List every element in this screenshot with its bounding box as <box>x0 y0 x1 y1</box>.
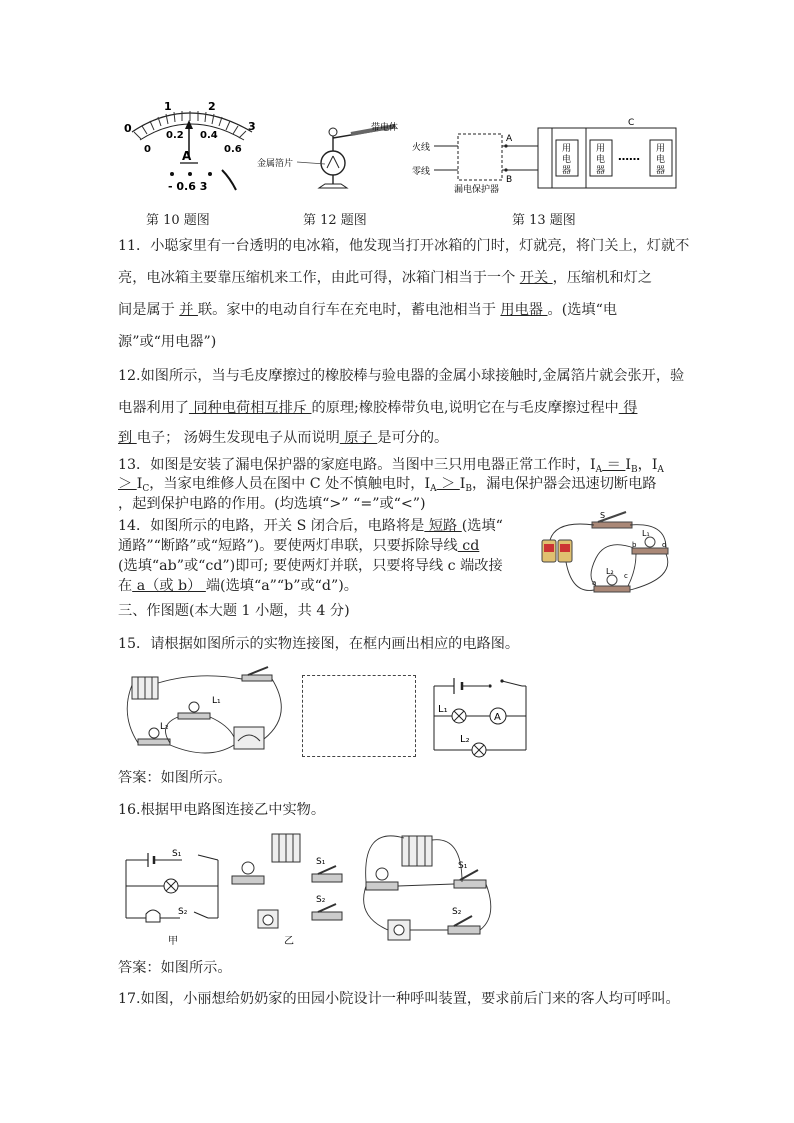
q16-circuit-diagram-jia <box>122 848 222 948</box>
q14-physical-circuit <box>536 508 684 598</box>
q13-answer-greater-1: ＞ <box>118 476 137 492</box>
q15-ammeter-symbol <box>490 708 506 724</box>
fig13-neutral-label: 零线 <box>412 167 431 177</box>
svg-text:L₁: L₁ <box>642 529 650 538</box>
q16-yi-bell-icon <box>258 910 278 928</box>
svg-text:S: S <box>600 511 606 520</box>
q11-line1: 11．小聪家里有一台透明的电冰箱，他发现当打开冰箱的门时，灯就亮，将门关上，灯就不 <box>118 238 690 254</box>
svg-text:器: 器 <box>596 166 606 176</box>
q17-text: 17.如图，小丽想给奶奶家的田园小院设计一种呼叫装置，要求前后门来的客人均可呼叫。 <box>118 991 680 1007</box>
fig10-scale-top-3: 3 <box>248 120 256 133</box>
fig10-scale-top-0: 0 <box>124 122 132 135</box>
svg-text:S₁: S₁ <box>316 857 326 867</box>
q11-line4: 源”或“用电器”) <box>118 334 217 350</box>
q11-answer-appliance: 用电器 <box>500 302 548 318</box>
q12-answer-gain-b: 到 <box>118 430 137 446</box>
q16-answer-switch2-icon <box>448 916 480 934</box>
q15-lamp-symbol-l2 <box>472 743 486 757</box>
q12-answer-atom: 原子 <box>339 430 378 446</box>
q16-answer-bell-icon <box>388 920 410 940</box>
q16-jia-lamp-symbol <box>164 879 178 893</box>
svg-text:用: 用 <box>596 144 606 154</box>
fig13-point-b: B <box>506 175 513 185</box>
svg-text:电: 电 <box>562 155 572 165</box>
svg-text:A: A <box>494 712 501 723</box>
q13-line2: ＞ $I_C$，当家电维修人员在图中 C 处不慎触电时，$I_A > I_B$，漏电保护器会迅速切断电路 <box>118 476 657 494</box>
q16-answer: 答案：如图所示。 <box>118 960 232 976</box>
q14-line1: 14．如图所示的电路，开关 S 闭合后，电路将是 短路 (选填“ <box>118 518 503 534</box>
q16-label-yi: 乙 <box>284 936 294 947</box>
q15-lamp-symbol-l1 <box>452 709 466 723</box>
fig13-caption: 第 13 题图 <box>512 213 576 228</box>
svg-text:S₂: S₂ <box>452 907 462 917</box>
q15-text: 15．请根据如图所示的实物连接图，在框内画出相应的电路图。 <box>118 636 520 652</box>
fig12-electroscope <box>255 118 415 196</box>
svg-text:S₂: S₂ <box>316 895 326 905</box>
fig13-appliance-3 <box>650 140 672 176</box>
fig10-scale-top-2: 2 <box>208 100 216 113</box>
fig10-terminal-labels: - 0.6 3 <box>168 180 208 193</box>
svg-text:L₂: L₂ <box>160 722 169 732</box>
fig13-dots: …… <box>618 150 640 163</box>
svg-text:器: 器 <box>562 166 572 176</box>
q14-line2: 通路”“断路”或“短路”)。要使两灯串联，只要拆除导线 cd <box>118 538 480 554</box>
q16-answer-lamp-icon <box>366 868 398 890</box>
q14-battery-icon <box>542 540 572 562</box>
q14-line4: 在 a（或 b） 端(选填“a”“b”或“d”)。 <box>118 578 358 594</box>
svg-text:S₁: S₁ <box>458 861 468 871</box>
fig13-household-circuit <box>410 116 680 198</box>
svg-text:L₁: L₁ <box>212 696 221 706</box>
q15-answer: 答案：如图所示。 <box>118 770 232 786</box>
svg-text:L₂: L₂ <box>460 734 470 745</box>
svg-text:d: d <box>662 541 667 549</box>
fig13-live-label: 火线 <box>412 143 431 153</box>
q16-answer-switch1-icon <box>454 870 486 888</box>
svg-text:用: 用 <box>656 144 666 154</box>
svg-text:c: c <box>624 572 628 580</box>
q15-answer-box <box>302 675 416 757</box>
q16-yi-lamp-icon <box>232 862 264 884</box>
q12-line2: 电器利用了 同种电荷相互排斥 的原理;橡胶棒带负电,说明它在与毛皮摩擦过程中 得 <box>118 400 638 416</box>
q16-answer-battery-icon <box>402 836 432 866</box>
q12-line1: 12.如图所示，当与毛皮摩擦过的橡胶棒与验电器的金属小球接触时,金属箔片就会张开，验 <box>118 368 685 384</box>
fig10-scale-top-1: 1 <box>164 100 172 113</box>
fig10-unit-label: A <box>182 149 192 163</box>
fig13-protector-label: 漏电保护器 <box>454 185 500 195</box>
q16-yi-battery-icon <box>272 834 300 862</box>
q15-ammeter-icon <box>234 727 264 749</box>
q14-line3: (选填“ab”或“cd”)即可; 要使两灯并联，只要将导线 c 端改接 <box>118 558 503 574</box>
q12-line3: 到 电子； 汤姆生发现电子从而说明 原子 是可分的。 <box>118 430 449 446</box>
q16-physical-parts-yi <box>228 828 348 948</box>
q14-answer-a-or-b: a（或 b） <box>132 578 206 594</box>
q16-answer-connected-circuit <box>352 826 498 950</box>
fig13-appliance-2 <box>590 140 612 176</box>
q12-answer-gain-a: 得 <box>618 400 638 416</box>
svg-text:L₁: L₁ <box>438 704 448 715</box>
q13-answer-greater-2: ＞ <box>436 476 460 492</box>
q13-answer-equal: ＝ <box>602 457 626 473</box>
q11-line2: 亮，电冰箱主要靠压缩机来工作，由此可得，冰箱门相当于一个 开关 ，压缩机和灯之 <box>118 270 652 286</box>
svg-text:电: 电 <box>656 155 666 165</box>
fig10-scale-bottom-3: 0.6 <box>224 144 242 155</box>
q13-line1: 13．如图是安装了漏电保护器的家庭电路。当图中三只用电器正常工作时，$I_A = I_B$，$I_A$ <box>118 457 664 475</box>
svg-text:S₂: S₂ <box>178 907 188 917</box>
svg-text:用: 用 <box>562 144 572 154</box>
svg-text:a: a <box>592 579 597 587</box>
svg-text:器: 器 <box>656 166 666 176</box>
q11-line3: 间是属于 并 联。家中的电动自行车在充电时，蓄电池相当于 用电器 。(选填“电 <box>118 302 618 318</box>
svg-text:S₁: S₁ <box>172 849 182 859</box>
q15-switch-icon <box>242 667 272 681</box>
svg-text:b: b <box>632 541 637 549</box>
q14-answer-cd: cd <box>457 538 480 554</box>
fig13-point-a: A <box>506 134 513 144</box>
fig10-scale-bottom-0: 0 <box>144 144 151 155</box>
q16-text: 16.根据甲电路图连接乙中实物。 <box>118 802 326 818</box>
q16-jia-bell-symbol <box>146 910 160 922</box>
q11-answer-parallel: 并 <box>179 302 198 318</box>
fig12-foil-label: 金属箔片 <box>257 159 294 169</box>
q12-answer-principle: 同种电荷相互排斥 <box>188 400 312 416</box>
fig10-scale-bottom-2: 0.4 <box>200 130 218 141</box>
fig12-rod-label: 带电体 <box>371 123 399 133</box>
fig10-ammeter-dial <box>118 98 268 198</box>
q16-yi-switch1-icon <box>312 866 342 882</box>
q14-answer-short: 短路 <box>424 518 462 534</box>
q11-answer-switch: 开关 <box>519 270 553 286</box>
fig10-scale-bottom-1: 0.2 <box>166 130 184 141</box>
fig12-caption: 第 12 题图 <box>303 213 367 228</box>
fig13-appliance-1 <box>556 140 578 176</box>
svg-text:L₂: L₂ <box>606 567 614 576</box>
q15-lamp-l1-icon <box>178 702 210 719</box>
q13-line3: ，起到保护电路的作用。(均选填“>” “=”或“<”) <box>118 496 426 512</box>
q14-switch-icon <box>592 512 632 528</box>
q16-label-jia: 甲 <box>168 936 178 947</box>
section3-heading: 三、作图题(本大题 1 小题，共 4 分) <box>118 603 350 619</box>
q15-battery-icon <box>132 677 158 699</box>
fig10-caption: 第 10 题图 <box>146 213 210 228</box>
q16-yi-switch2-icon <box>312 904 342 920</box>
q15-circuit-diagram <box>430 672 530 758</box>
svg-text:电: 电 <box>596 155 606 165</box>
fig13-point-c: C <box>628 118 635 128</box>
q15-physical-circuit <box>118 665 294 761</box>
